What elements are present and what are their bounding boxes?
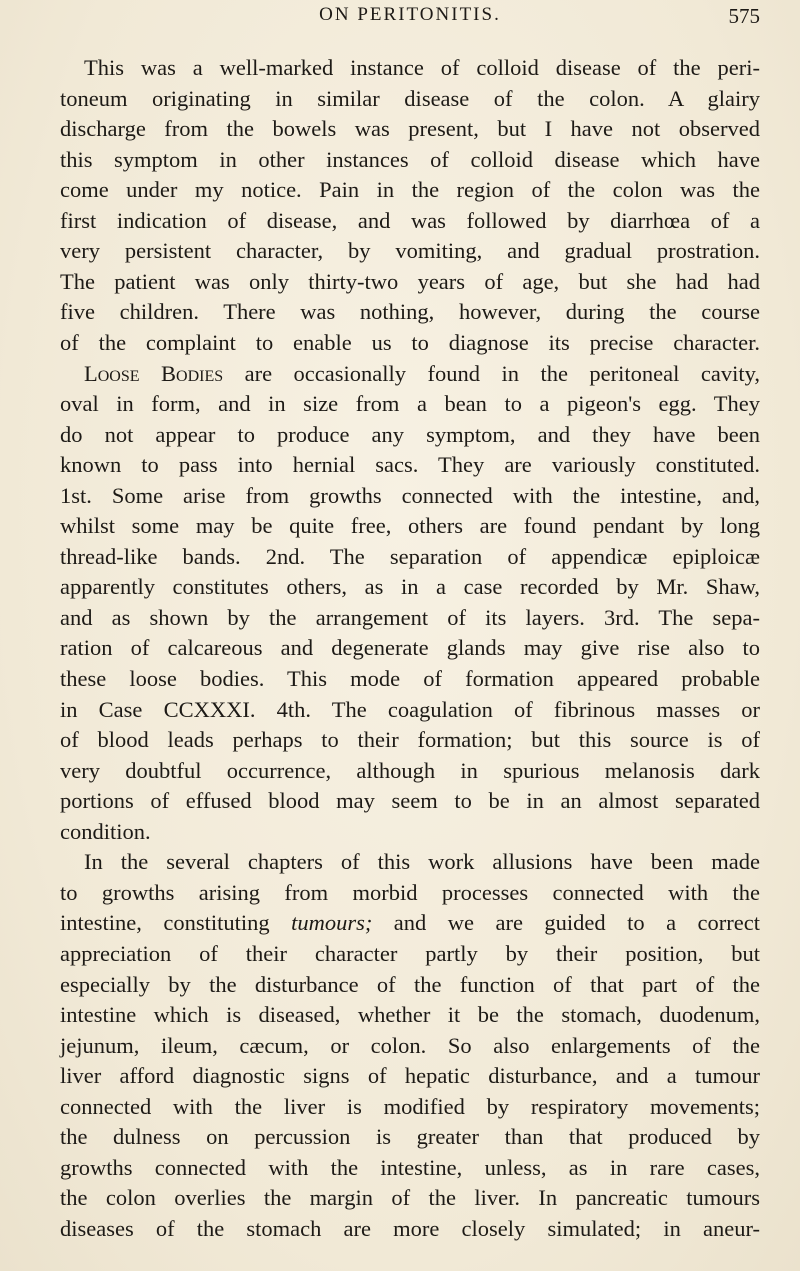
line-text: In the several chapters of this work allusions have been made bbox=[84, 849, 760, 875]
line-text: of blood leads perhaps to their formation; but this source is of bbox=[60, 727, 760, 753]
text-line bbox=[60, 390, 760, 418]
line-text: diseases of the stomach are more closely simulated; in aneur- bbox=[60, 1215, 760, 1241]
line-text: five children. There was nothing, however, during the course bbox=[60, 299, 760, 325]
line-text: the colon overlies the margin of the liver. In pancreatic tumours bbox=[60, 1185, 760, 1211]
line-text: intestine which is diseased, whether it be the stomach, duodenum, bbox=[60, 1002, 760, 1028]
line-text: jejunum, ileum, cæcum, or colon. So also enlargements of the bbox=[60, 1032, 760, 1058]
text-line bbox=[60, 573, 760, 601]
line-text: especially by the disturbance of the function of that part of the bbox=[60, 971, 760, 997]
text-line bbox=[60, 115, 760, 143]
line-text: connected with the liver is modified by respiratory movements; bbox=[60, 1093, 760, 1119]
text-line bbox=[60, 1215, 760, 1243]
text-line bbox=[60, 268, 760, 296]
text-line bbox=[60, 512, 760, 540]
line-text: appreciation of their character partly by their position, but bbox=[60, 940, 760, 966]
line-text: This was a well-marked instance of colloid disease of the peri- bbox=[84, 55, 760, 80]
text-line bbox=[60, 176, 760, 204]
line-text: oval in form, and in size from a bean to a pigeon's egg. They bbox=[60, 391, 760, 417]
text-line bbox=[60, 971, 760, 999]
line-text: condition. bbox=[60, 818, 151, 844]
line-text: the dulness on percussion is greater than that produced by bbox=[60, 1124, 760, 1150]
text-line bbox=[60, 543, 760, 571]
line-text: known to pass into hernial sacs. They are variously constituted. bbox=[60, 452, 760, 478]
line-text: The patient was only thirty-two years of age, but she had had bbox=[60, 268, 760, 294]
line-text: portions of effused blood may seem to be in an almost separated bbox=[60, 788, 760, 814]
text-line bbox=[60, 85, 760, 113]
text-line bbox=[60, 757, 760, 785]
text-line bbox=[60, 207, 760, 235]
text-line bbox=[60, 1032, 760, 1060]
text-line bbox=[60, 146, 760, 174]
line-text: toneum originating in similar disease of the colon. A glairy bbox=[60, 85, 760, 111]
text-line bbox=[60, 879, 760, 907]
section-heading: Loose Bodies bbox=[84, 360, 224, 386]
line-text: first indication of disease, and was followed by diarrhœa of a bbox=[60, 207, 760, 233]
line-text: and as shown by the arrangement of its layers. 3rd. The sepa- bbox=[60, 604, 760, 630]
line-text-continued: and we are guided to a correct bbox=[372, 910, 760, 936]
page-number: 575 bbox=[728, 4, 760, 28]
line-text: to growths arising from morbid processes connected with the bbox=[60, 879, 760, 905]
line-text: are occasionally found in the peritoneal cavity, bbox=[223, 360, 760, 386]
text-line bbox=[60, 1001, 760, 1029]
text-line bbox=[60, 1184, 760, 1212]
line-text: this symptom in other instances of colloid disease which have bbox=[60, 146, 760, 172]
text-line bbox=[60, 665, 760, 693]
line-text: very persistent character, by vomiting, and gradual prostration. bbox=[60, 238, 760, 264]
line-text: come under my notice. Pain in the region of the colon was the bbox=[60, 177, 760, 203]
line-text: intestine, constituting bbox=[60, 910, 292, 936]
line-text: 1st. Some arise from growths connected with the intestine, and, bbox=[60, 482, 760, 508]
text-line bbox=[60, 1154, 760, 1182]
line-text: in Case CCXXXI. 4th. The coagulation of fibrinous masses or bbox=[60, 696, 760, 722]
line-text: very doubtful occurrence, although in spurious melanosis dark bbox=[60, 757, 760, 783]
italic-term: tumours; bbox=[291, 910, 373, 936]
line-text: liver afford diagnostic signs of hepatic disturbance, and a tumour bbox=[60, 1063, 760, 1089]
text-line bbox=[84, 54, 760, 82]
text-line bbox=[60, 726, 760, 754]
running-head bbox=[60, 4, 760, 30]
text-line bbox=[60, 451, 760, 479]
text-line bbox=[60, 1093, 760, 1121]
text-line bbox=[60, 237, 760, 265]
text-line bbox=[60, 909, 760, 937]
text-line bbox=[84, 360, 760, 388]
text-line bbox=[60, 604, 760, 632]
line-text: of the complaint to enable us to diagnose its precise character. bbox=[60, 329, 760, 355]
line-text: growths connected with the intestine, unless, as in rare cases, bbox=[60, 1154, 760, 1180]
running-title: ON PERITONITIS. bbox=[319, 4, 501, 25]
line-text: apparently constitutes others, as in a case recorded by Mr. Shaw, bbox=[60, 574, 760, 600]
line-text: do not appear to produce any symptom, and they have been bbox=[60, 421, 760, 447]
text-line bbox=[60, 1123, 760, 1151]
text-line bbox=[60, 787, 760, 815]
line-text: thread-like bands. 2nd. The separation of appendicæ epiploicæ bbox=[60, 543, 760, 569]
text-line bbox=[60, 421, 760, 449]
text-line bbox=[60, 1062, 760, 1090]
line-text: whilst some may be quite free, others are found pendant by long bbox=[60, 513, 760, 539]
text-line bbox=[60, 940, 760, 968]
text-line bbox=[60, 818, 760, 846]
line-text: ration of calcareous and degenerate glands may give rise also to bbox=[60, 635, 760, 661]
text-line bbox=[60, 329, 760, 357]
text-line bbox=[84, 848, 760, 876]
text-line bbox=[60, 298, 760, 326]
line-text: discharge from the bowels was present, but I have not observed bbox=[60, 116, 760, 142]
text-line bbox=[60, 482, 760, 510]
text-line bbox=[60, 634, 760, 662]
text-line bbox=[60, 696, 760, 724]
line-text: these loose bodies. This mode of formation appeared probable bbox=[60, 666, 760, 691]
